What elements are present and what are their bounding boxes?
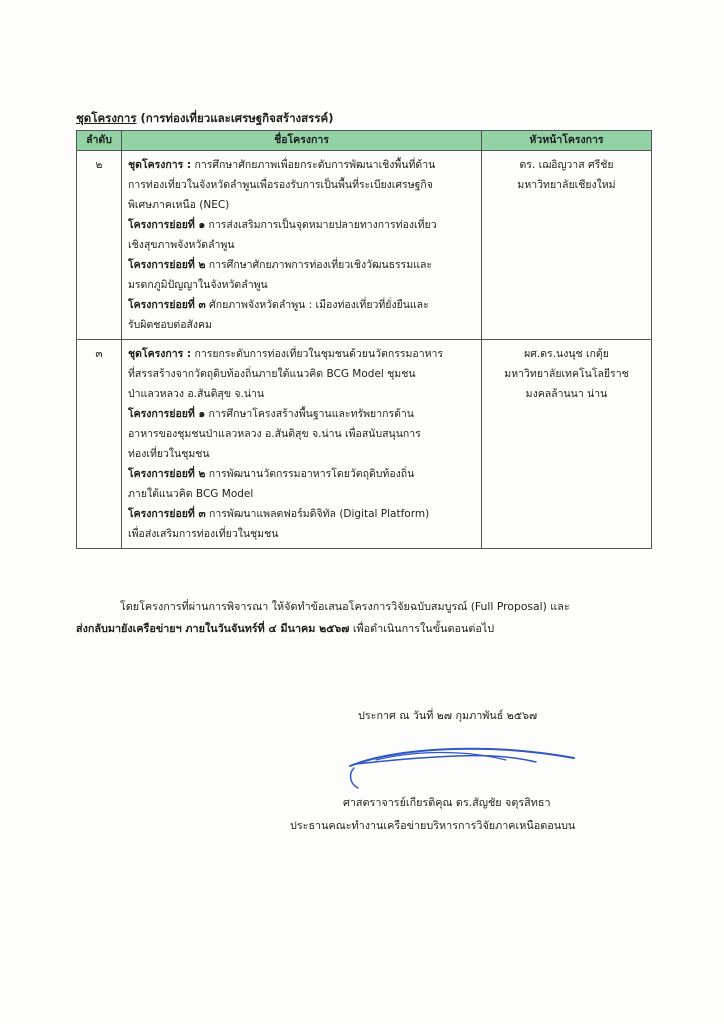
header-project-lead: หัวหน้าโครงการ	[482, 131, 652, 151]
subproject-text: ศักยภาพจังหวัดลำพูน : เมืองท่องเที่ยวที่ยั่งยืนและ	[205, 299, 429, 311]
subproject-text: การศึกษาศักยภาพการท่องเที่ยวเชิงวัฒนธรรมและ	[205, 259, 433, 271]
subproject-text: การพัฒนานวัตกรรมอาหารโดยวัตถุดิบท้องถิ่น	[205, 468, 415, 480]
project-set-label: ชุดโครงการ :	[128, 159, 192, 171]
subproject-text: มรดกภูมิปัญญาในจังหวัดลำพูน	[128, 279, 268, 291]
lead-affiliation: มหาวิทยาลัยเทคโนโลยีราช	[504, 368, 629, 380]
subproject-text: เชิงสุขภาพจังหวัดลำพูน	[128, 239, 235, 251]
subproject-text: ภายใต้แนวคิด BCG Model	[128, 488, 254, 500]
row-number: ๒	[77, 151, 122, 340]
project-name-cell	[122, 151, 482, 340]
header-order: ลำดับ	[77, 131, 122, 151]
notice-line: โดยโครงการที่ผ่านการพิจารณา ให้จัดทำข้อเสนอโครงการวิจัยฉบับสมบูรณ์ (Full Proposal) และ	[120, 600, 570, 613]
subproject-label: โครงการย่อยที่ ๒	[128, 468, 206, 480]
table-row	[77, 340, 652, 549]
signature-mark	[336, 738, 582, 798]
signer-name: ศาสตราจารย์เกียรติคุณ ดร.สัญชัย จตุรสิทธา	[343, 796, 551, 809]
project-lead-cell	[482, 340, 652, 549]
signer-position: ประธานคณะทำงานเครือข่ายบริหารการวิจัยภาคเหนือตอนบน	[290, 819, 576, 832]
project-lead-cell	[482, 151, 652, 340]
lead-affiliation: มงคลล้านนา น่าน	[525, 388, 608, 400]
subproject-label: โครงการย่อยที่ ๓	[128, 299, 206, 311]
project-set-title-text: ป่าแลวหลวง อ.สันติสุข จ.น่าน	[128, 388, 265, 400]
subproject-label: โครงการย่อยที่ ๑	[128, 408, 206, 420]
subproject-label: โครงการย่อยที่ ๑	[128, 219, 206, 231]
notice-line: เพื่อดำเนินการในขั้นตอนต่อไป	[349, 622, 495, 635]
row-number: ๓	[77, 340, 122, 549]
subproject-text: ท่องเที่ยวในชุมชน	[128, 448, 210, 460]
subproject-text: รับผิดชอบต่อสังคม	[128, 319, 212, 331]
subproject-text: การส่งเสริมการเป็นจุดหมายปลายทางการท่องเที่ยว	[205, 219, 437, 231]
subproject-label: โครงการย่อยที่ ๒	[128, 259, 206, 271]
project-name-cell	[122, 340, 482, 549]
section-title	[76, 110, 333, 128]
project-set-title-text: การยกระดับการท่องเที่ยวในชุมชนด้วยนวัตกรรมอาหาร	[191, 348, 444, 360]
notice-paragraph	[76, 596, 661, 640]
table-header-row	[77, 131, 652, 151]
project-table	[76, 130, 652, 549]
header-project-name: ชื่อโครงการ	[122, 131, 482, 151]
lead-name: ผศ.ดร.นงนุช เกตุ้ย	[524, 348, 609, 360]
announcement-date: ประกาศ ณ วันที่ ๒๗ กุมภาพันธ์ ๒๕๖๗	[358, 709, 538, 722]
project-set-title-text: ที่สรรสร้างจากวัตถุดิบท้องถิ่นภายใต้แนวคิด BCG Model ชุมชน	[128, 368, 416, 380]
subproject-text: เพื่อส่งเสริมการท่องเที่ยวในชุมชน	[128, 528, 279, 540]
project-set-title-text: การศึกษาศักยภาพเพื่อยกระดับการพัฒนาเชิงพื้นที่ด้าน	[191, 159, 436, 171]
subproject-text: การศึกษาโครงสร้างพื้นฐานและทรัพยากรด้าน	[205, 408, 414, 420]
notice-deadline: ส่งกลับมายังเครือข่ายฯ ภายในวันจันทร์ที่ ๔ มีนาคม ๒๕๖๗	[76, 622, 350, 635]
section-title-sub: (การท่องเที่ยวและเศรษฐกิจสร้างสรรค์)	[136, 111, 334, 125]
table-row	[77, 151, 652, 340]
project-set-title-text: พิเศษภาคเหนือ (NEC)	[128, 199, 230, 211]
lead-name: ดร. เฌอิญวาส ศรีชัย	[519, 159, 614, 171]
subproject-text: อาหารของชุมชนป่าแลวหลวง อ.สันติสุข จ.น่าน เพื่อสนับสนุนการ	[128, 428, 421, 440]
subproject-label: โครงการย่อยที่ ๓	[128, 508, 206, 520]
project-set-title-text: การท่องเที่ยวในจังหวัดลำพูนเพื่อรองรับการเป็นพื้นที่ระเบียงเศรษฐกิจ	[128, 179, 433, 191]
subproject-text: การพัฒนาแพลตฟอร์มดิจิทัล (Digital Platform)	[205, 508, 430, 520]
section-title-main: ชุดโครงการ	[76, 111, 137, 125]
project-set-label: ชุดโครงการ :	[128, 348, 192, 360]
lead-affiliation: มหาวิทยาลัยเชียงใหม่	[517, 179, 616, 191]
